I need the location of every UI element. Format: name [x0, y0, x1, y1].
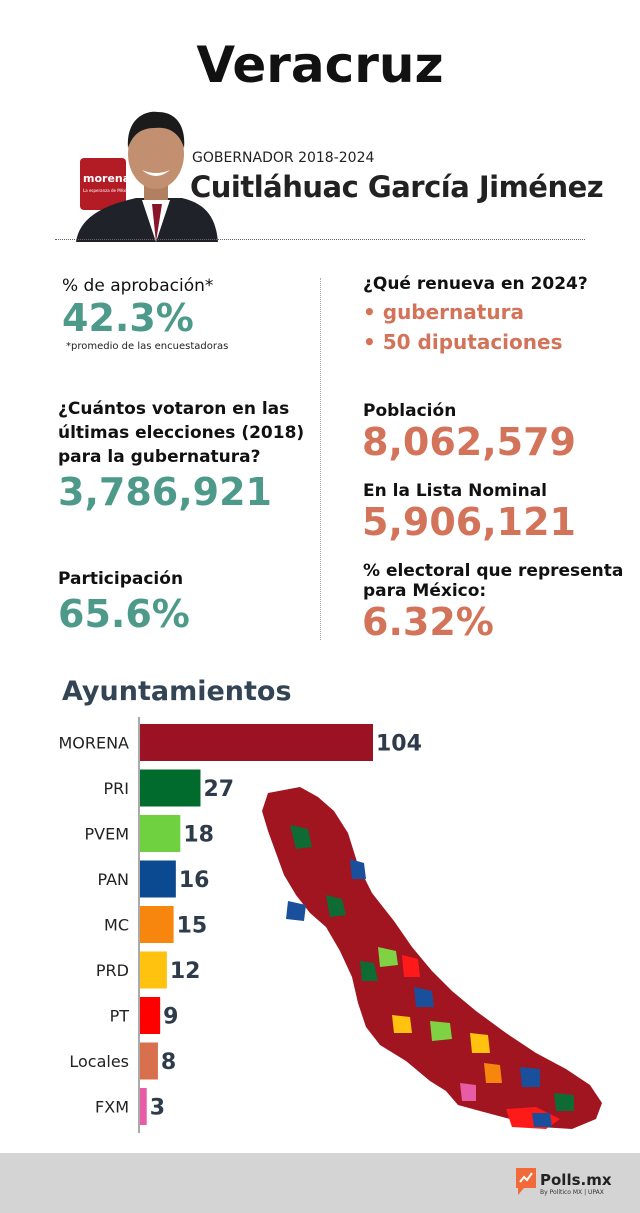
polls-logo-text: Polls.mx — [540, 1171, 612, 1189]
population-value: 8,062,579 — [362, 420, 576, 464]
approval-label: % de aprobación* — [62, 276, 214, 296]
nominal-list-label: En la Lista Nominal — [363, 481, 547, 501]
participation-label: Participación — [58, 569, 184, 589]
bar-fxm — [140, 1088, 147, 1125]
approval-note: *promedio de las encuestadoras — [66, 341, 229, 352]
bar-locales — [140, 1043, 158, 1080]
value-label: 15 — [176, 913, 208, 939]
value-label: 16 — [178, 868, 210, 893]
renews-label: ¿Qué renueva en 2024? — [363, 274, 588, 294]
governor-portrait — [66, 96, 222, 242]
approval-value: 42.3% — [62, 296, 194, 340]
chart-title: Ayuntamientos — [62, 676, 292, 707]
category-label: FXM — [95, 1097, 129, 1117]
governor-name: Cuitláhuac García Jiménez — [190, 170, 604, 204]
renews-item-1: • gubernatura — [363, 300, 524, 324]
value-label: 3 — [149, 1095, 166, 1121]
bar-pri — [140, 770, 200, 807]
electoral-share-label-line-2: para México: — [363, 581, 487, 601]
voters-value: 3,786,921 — [58, 470, 272, 514]
voters-label-line-1: ¿Cuántos votaron en las — [58, 399, 290, 419]
voters-label-line-2: últimas elecciones (2018) — [58, 423, 305, 443]
bar-pan — [140, 861, 176, 898]
electoral-share-label-line-1: % electoral que representa — [363, 561, 624, 581]
electoral-share-value: 6.32% — [362, 600, 494, 644]
category-label: PAN — [97, 870, 129, 889]
bar-prd — [140, 952, 167, 989]
category-label: PRI — [103, 779, 129, 798]
polls-logo-tagline: By Político MX | UPAX — [540, 1189, 604, 1196]
category-label: MC — [104, 915, 129, 935]
party-logo-tagline: La esperanza de México — [83, 188, 132, 193]
value-label: 8 — [160, 1050, 177, 1075]
category-label: PVEM — [84, 824, 129, 844]
party-logo-text: morena — [83, 172, 131, 185]
value-label: 18 — [183, 822, 214, 848]
page-title: Veracruz — [196, 36, 444, 94]
value-label: 12 — [169, 959, 201, 984]
category-label: MORENA — [58, 733, 129, 753]
category-label: Locales — [69, 1052, 129, 1071]
category-label: PRD — [95, 961, 129, 980]
nominal-list-value: 5,906,121 — [362, 500, 576, 544]
renews-item-2: • 50 diputaciones — [363, 330, 563, 354]
polls-logo-icon — [514, 1166, 538, 1196]
voters-label-line-3: para la gubernatura? — [58, 447, 261, 467]
bar-morena — [140, 724, 373, 761]
bar-mc — [140, 906, 174, 943]
value-label: 9 — [163, 1004, 179, 1030]
population-label: Población — [363, 401, 457, 421]
category-label: PT — [109, 1006, 129, 1026]
governor-subtitle: GOBERNADOR 2018-2024 — [192, 150, 375, 166]
participation-value: 65.6% — [58, 592, 190, 636]
column-divider — [320, 278, 321, 640]
veracruz-map — [262, 787, 602, 1129]
value-label: 27 — [203, 777, 235, 802]
bar-pt — [140, 997, 160, 1034]
divider — [55, 239, 585, 240]
value-label: 104 — [376, 731, 422, 757]
bar-pvem — [140, 815, 180, 852]
ayuntamientos-chart — [0, 715, 640, 1135]
